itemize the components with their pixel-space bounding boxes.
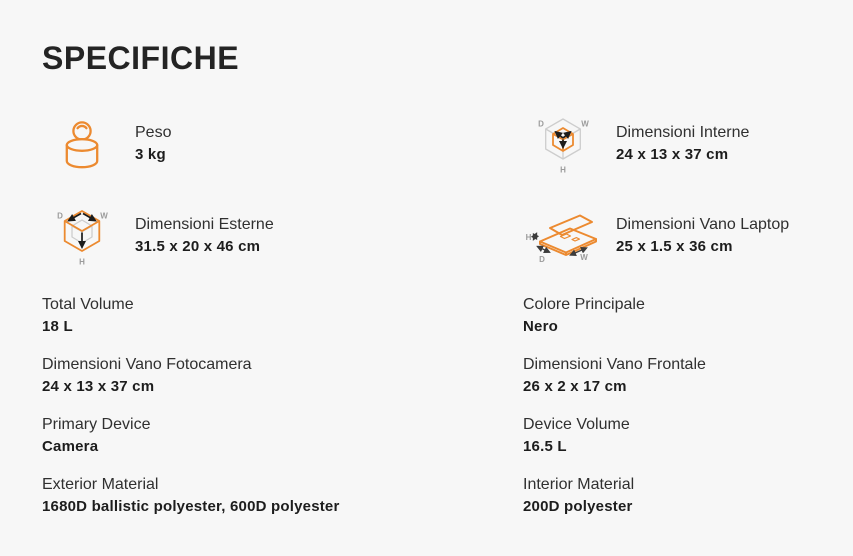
- axis-label-w: W: [580, 253, 588, 262]
- text-spec-grid: [42, 294, 811, 518]
- axis-label-d: D: [538, 119, 544, 129]
- spec-label: Colore Principale: [523, 296, 645, 313]
- spec-label: Dimensioni Esterne: [135, 216, 274, 233]
- spec-value: 25 x 1.5 x 36 cm: [616, 238, 733, 255]
- outer-dimensions-icon: [42, 204, 122, 268]
- spec-label: Dimensioni Vano Fotocamera: [42, 356, 252, 373]
- spec-value: 3 kg: [135, 146, 166, 163]
- spec-label: Dimensioni Vano Laptop: [616, 216, 790, 233]
- spec-label: Dimensioni Interne: [616, 124, 750, 141]
- spec-item-exterior-material: [42, 474, 523, 518]
- spec-item-dimensioni-vano-fotocamera: [42, 354, 523, 398]
- spec-item-device-volume: [523, 414, 811, 458]
- spec-value: Camera: [42, 438, 99, 455]
- icon-spec-grid: [42, 110, 811, 270]
- spec-item-colore-principale: [523, 294, 811, 338]
- spec-value: 1680D ballistic polyester, 600D polyester: [42, 498, 340, 515]
- spec-value: 24 x 13 x 37 cm: [42, 378, 155, 395]
- weight-icon: [42, 117, 122, 171]
- spec-value: 18 L: [42, 318, 73, 335]
- section-title: SPECIFICHE: [42, 40, 240, 76]
- axis-label-w: W: [100, 211, 108, 221]
- spec-label: Primary Device: [42, 416, 151, 433]
- spec-label: Device Volume: [523, 416, 630, 433]
- spec-item-dimensioni-vano-laptop: [523, 202, 811, 270]
- spec-label: Interior Material: [523, 476, 635, 493]
- spec-item-total-volume: [42, 294, 523, 338]
- spec-item-dimensioni-interne: [523, 110, 811, 178]
- spec-label: Peso: [135, 124, 172, 141]
- laptop-dimensions-icon: [523, 207, 603, 265]
- inner-dimensions-icon: [523, 112, 603, 176]
- spec-item-dimensioni-esterne: [42, 202, 523, 270]
- axis-label-h: H: [79, 257, 85, 267]
- spec-label: Dimensioni Vano Frontale: [523, 356, 706, 373]
- spec-value: 31.5 x 20 x 46 cm: [135, 238, 261, 255]
- spec-value: Nero: [523, 318, 558, 335]
- spec-item-dimensioni-vano-frontale: [523, 354, 811, 398]
- spec-label: Total Volume: [42, 296, 134, 313]
- spec-value: 16.5 L: [523, 438, 567, 455]
- axis-label-h: H: [560, 165, 566, 175]
- spec-label: Exterior Material: [42, 476, 159, 493]
- axis-label-d: D: [539, 255, 545, 264]
- spec-item-peso: [42, 110, 523, 178]
- spec-value: 24 x 13 x 37 cm: [616, 146, 729, 163]
- axis-label-w: W: [581, 119, 589, 129]
- spec-value: 200D polyester: [523, 498, 633, 515]
- spec-value: 26 x 2 x 17 cm: [523, 378, 627, 395]
- axis-label-h: H: [525, 233, 532, 242]
- spec-item-primary-device: [42, 414, 523, 458]
- spec-item-interior-material: [523, 474, 811, 518]
- axis-label-d: D: [57, 211, 63, 221]
